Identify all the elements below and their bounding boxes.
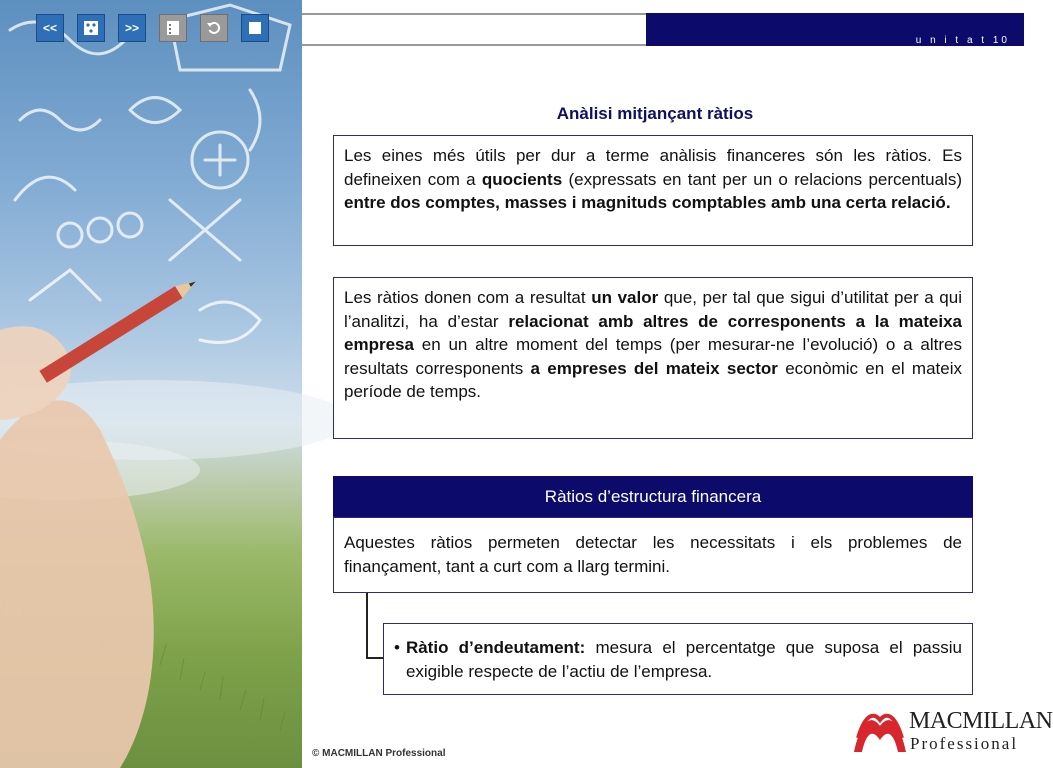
index-button[interactable] bbox=[159, 14, 187, 42]
intro-bold-2: entre dos comptes, masses i magnituds comptables amb una certa relació. bbox=[344, 193, 951, 212]
undo-icon bbox=[206, 20, 222, 36]
copyright-text: © MACMILLAN Professional bbox=[312, 748, 446, 759]
ratio-bullet-item bbox=[394, 636, 962, 683]
page-title: Anàlisi mitjançant ràtios bbox=[556, 104, 754, 123]
results-bold-2: relacionat amb altres de corresponents a la mateixa empresa bbox=[344, 311, 962, 354]
results-text-1: Les ràtios donen com a resultat bbox=[344, 288, 592, 307]
section-title: Ràtios d’estructura financera bbox=[544, 486, 762, 506]
list-icon bbox=[166, 20, 180, 36]
ratio-description: mesura el percentatge que suposa el passiu exigible respecte de l’actiu de l’empresa. bbox=[405, 638, 962, 681]
stop-icon bbox=[249, 22, 261, 34]
results-bold-3: a empreses del mateix sector bbox=[530, 358, 778, 378]
intro-bold-1: quocients bbox=[481, 169, 563, 189]
dice-icon bbox=[83, 20, 99, 36]
results-text-3: en un altre moment del temps (per mesurar-ne l’evolució) o a altres resultats corresponents bbox=[344, 335, 962, 378]
background-photo bbox=[0, 0, 302, 768]
logo-subtitle: Professional bbox=[910, 734, 1019, 753]
results-bold-1: un valor bbox=[591, 288, 659, 307]
home-button[interactable] bbox=[77, 14, 105, 42]
intro-text-1: Les eines més útils per dur a terme anàlisis financeres són les ràtios. Es defineixen com a bbox=[344, 146, 962, 189]
section-title-band bbox=[333, 476, 973, 517]
navigation-toolbar bbox=[36, 14, 269, 44]
ratio-definition bbox=[406, 636, 962, 683]
macmillan-logo bbox=[852, 704, 1053, 756]
ratio-bullet-box bbox=[383, 623, 973, 695]
photo-illustration bbox=[0, 0, 302, 768]
connector-arm bbox=[366, 657, 384, 659]
section-description: Aquestes ràtios permeten detectar les necessitats i els problemes de finançament, tant a curt com a llarg termini. bbox=[344, 533, 962, 576]
intro-box bbox=[333, 135, 973, 246]
unit-label: u n i t a t 10 bbox=[915, 35, 1010, 46]
connector-line bbox=[366, 593, 368, 659]
results-box bbox=[333, 277, 973, 439]
section-description-box bbox=[333, 517, 973, 593]
intro-text-2: (expressats en tant per un o relacions percentuals) bbox=[562, 169, 962, 189]
bullet-dot: • bbox=[394, 638, 400, 657]
macmillan-logo-mark bbox=[852, 704, 908, 754]
logo-wordmark: MACMILLAN bbox=[909, 708, 1053, 734]
header-unit-band bbox=[646, 13, 1024, 46]
results-text-4: econòmic en el mateix període de temps. bbox=[344, 358, 963, 401]
next-button[interactable]: >> bbox=[118, 14, 146, 42]
results-text-2: que, per tal que sigui d’utilitat per a qui l’analitzi, ha d’estar bbox=[344, 288, 962, 331]
undo-button[interactable] bbox=[200, 14, 228, 42]
previous-button[interactable]: << bbox=[36, 14, 64, 42]
ratio-name: Ràtio d’endeutament: bbox=[405, 638, 586, 657]
stop-button[interactable] bbox=[241, 14, 269, 42]
